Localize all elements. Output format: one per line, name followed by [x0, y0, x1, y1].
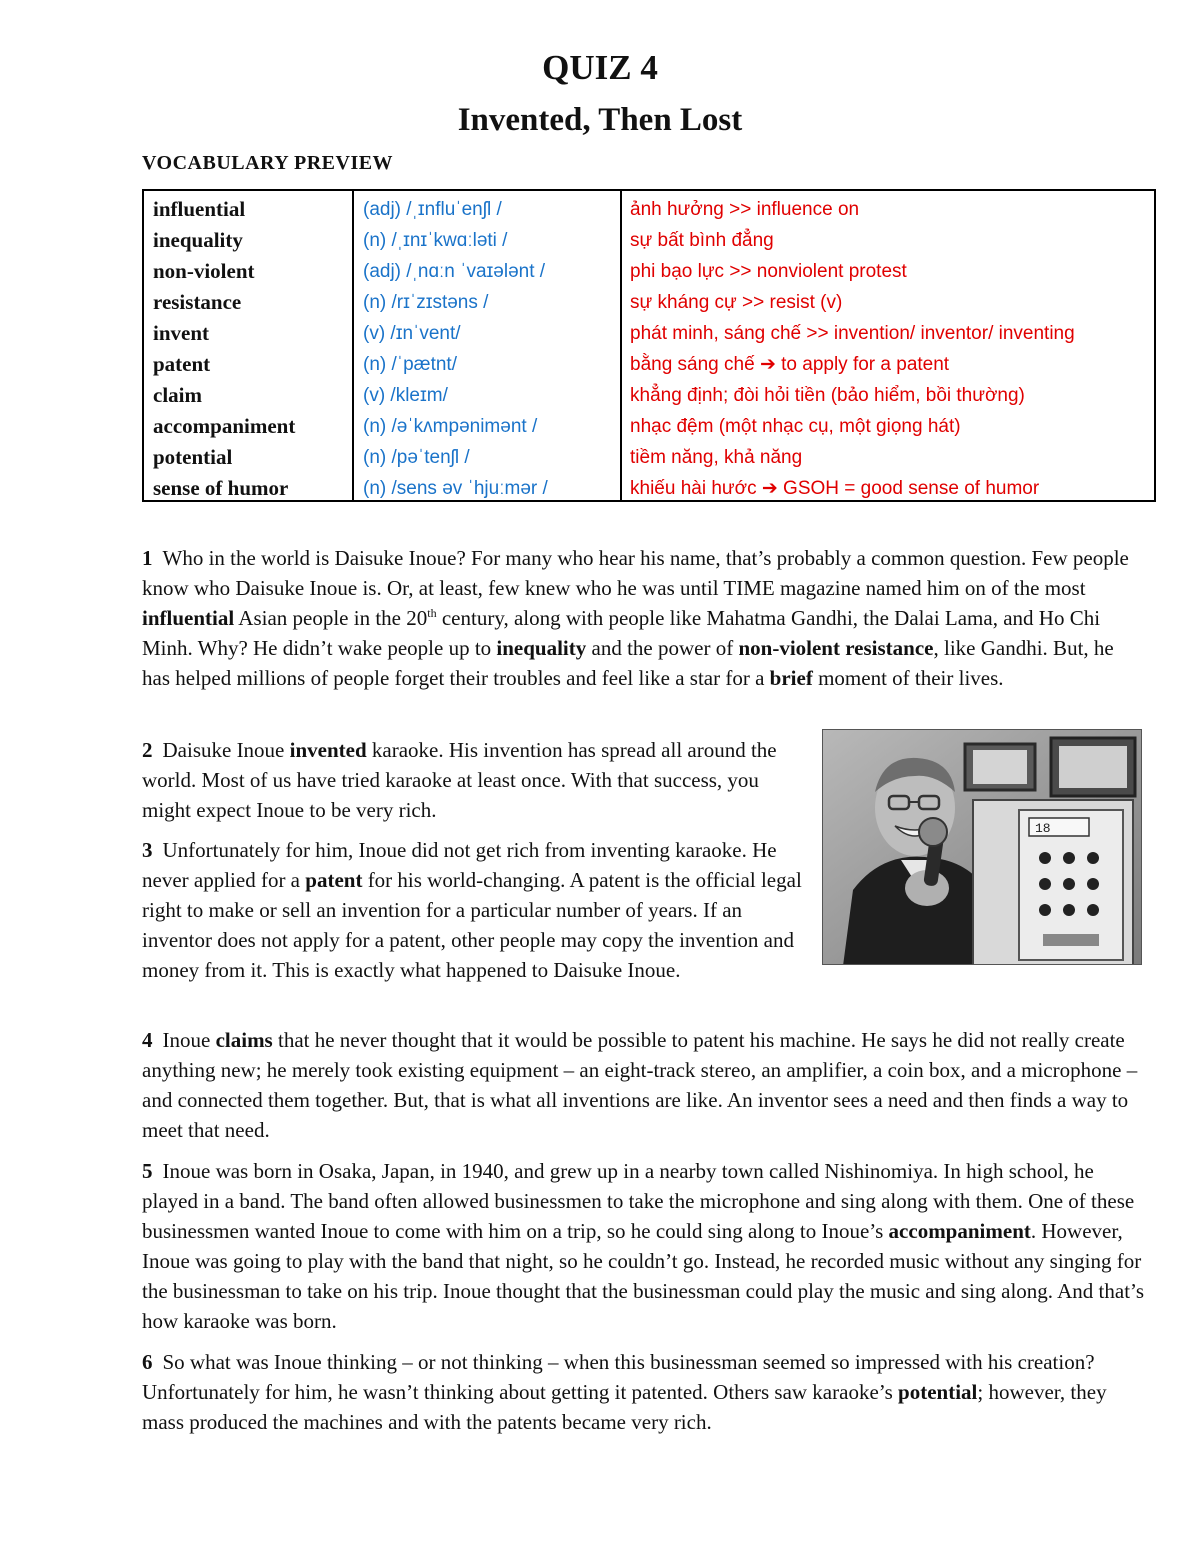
paragraph-number: 3	[142, 838, 153, 862]
vocab-word: influential	[153, 197, 246, 221]
vocab-highlight: brief	[769, 666, 813, 690]
inventor-photo	[822, 729, 1142, 965]
vocab-highlight: influential	[142, 606, 235, 630]
vocab-word: sense of humor	[153, 476, 289, 500]
paragraph-text: So what was Inoue thinking – or not thinking – when this businessman seemed so impressed with his creation? Unfortunately for him, he wasn’t thinking about getting it patented. Others saw karaoke’s	[142, 1350, 1095, 1404]
vocab-ipa: (n) /pəˈtenʃl /	[363, 447, 470, 468]
vocab-word: invent	[153, 321, 210, 345]
vocab-meaning: sự kháng cự >> resist (v)	[630, 292, 843, 313]
vocab-highlight: potential	[898, 1380, 978, 1404]
vocab-ipa: (n) /rɪˈzɪstəns /	[363, 292, 489, 313]
vocab-highlight: patent	[305, 868, 363, 892]
vocab-ipa: (n) /ˌɪnɪˈkwɑːləti /	[363, 230, 508, 251]
paragraph-text: karaoke. His invention has spread all around the world. Most of us have tried karaoke at least once. With that success, you might expect Inoue to be very rich.	[142, 738, 777, 822]
paragraph-text: Who in the world is Daisuke Inoue? For many who hear his name, that’s probably a common question. Few people know who Daisuke Inoue is. Or, at least, few knew who he was until TIME magazine named him on of the most	[142, 546, 1129, 600]
paragraph-text: century, along with people like Mahatma Gandhi, the Dalai Lama, and Ho Chi Minh. Why? He didn’t wake people up to	[142, 606, 1101, 660]
vocabulary-table	[142, 189, 1156, 502]
paragraph-number: 5	[142, 1159, 153, 1183]
paragraph-text: moment of their lives.	[812, 666, 1004, 690]
vocab-word: non-violent	[153, 259, 255, 283]
machine-counter-display: 18	[1035, 821, 1051, 836]
paragraph-1	[142, 543, 1142, 693]
paragraph-text: that he never thought that it would be possible to patent his machine. He says he did not really create anything new; he merely took existing equipment – an eight-track stereo, an amplifier, a coin box, and a microphone – and connected them together. But, that is what all inventions are like. An inventor sees a need and then finds a way to meet that need.	[142, 1028, 1138, 1142]
vocab-ipa: (v) /ɪnˈvent/	[363, 323, 461, 344]
vocab-meaning: phi bạo lực >> nonviolent protest	[630, 261, 907, 282]
paragraph-text: Inoue was born in Osaka, Japan, in 1940, and grew up in a nearby town called Nishinomiya. In high school, he played in a band. The band often allowed businessmen to take the microphone and sing along with them. One of these businessmen wanted Inoue to come with him on a trip, so he could sing along to Inoue’s	[142, 1159, 1135, 1243]
vocab-ipa: (adj) /ˌnɑːn ˈvaɪələnt /	[363, 261, 546, 282]
vocab-meaning: ảnh hưởng >> influence on	[630, 199, 860, 220]
vocab-ipa: (n) /ˈpætnt/	[363, 354, 457, 375]
vocab-meaning: bằng sáng chế ➔ to apply for a patent	[630, 354, 950, 375]
vocab-meaning: khẳng định; đòi hỏi tiền (bảo hiểm, bồi thường)	[630, 385, 1025, 406]
vocab-meaning: tiềm năng, khả năng	[630, 447, 803, 468]
paragraph-2	[142, 735, 792, 825]
paragraph-text: Asian people in the 20	[234, 606, 428, 630]
vocab-word-column	[144, 191, 352, 500]
paragraph-text: Daisuke Inoue	[162, 738, 290, 762]
vocab-ipa: (n) /sens əv ˈhjuːmər /	[363, 478, 548, 499]
vocab-highlight: non-violent resistance	[738, 636, 934, 660]
vocab-ipa-column	[352, 191, 620, 500]
paragraph-text: for his world-changing. A patent is the official legal right to make or sell an invention for a particular number of years. If an inventor does not apply for a patent, other people may copy the invention and money from it. This is exactly what happened to Daisuke Inoue.	[142, 868, 802, 982]
paragraph-number: 6	[142, 1350, 153, 1374]
vocab-meaning-column	[620, 191, 1154, 500]
vocab-meaning: khiếu hài hước ➔ GSOH = good sense of humor	[630, 478, 1040, 499]
vocab-word: potential	[153, 445, 233, 469]
vocab-ipa: (n) /əˈkʌmpənimənt /	[363, 416, 538, 437]
vocab-highlight: claims	[215, 1028, 273, 1052]
quiz-title: QUIZ 4	[542, 48, 658, 87]
paragraph-text: Inoue	[162, 1028, 216, 1052]
paragraph-6	[142, 1347, 1142, 1437]
vocab-highlight: inequality	[496, 636, 587, 660]
superscript: th	[427, 606, 437, 620]
paragraph-number: 2	[142, 738, 153, 762]
paragraph-text: , like Gandhi. But, he has helped millions of people forget their troubles and feel like a star for a	[142, 636, 1114, 690]
paragraph-text: Unfortunately for him, Inoue did not get rich from inventing karaoke. He never applied for a	[142, 838, 777, 892]
paragraph-text: and the power of	[586, 636, 739, 660]
vocab-meaning: nhạc đệm (một nhạc cụ, một giọng hát)	[630, 416, 961, 437]
paragraph-number: 4	[142, 1028, 153, 1052]
karaoke-inventor-illustration	[823, 730, 1142, 965]
vocab-word: resistance	[153, 290, 242, 314]
vocab-highlight: invented	[289, 738, 367, 762]
paragraph-number: 1	[142, 546, 153, 570]
vocab-ipa: (adj) /ˌɪnfluˈenʃl /	[363, 199, 502, 220]
vocab-word: patent	[153, 352, 211, 376]
vocab-word: accompaniment	[153, 414, 296, 438]
paragraph-4	[142, 1025, 1157, 1145]
paragraph-text: . However, Inoue was going to play with the band that night, so he couldn’t go. Instead, he recorded music without any singing for the businessman to take on his trip. Inoue thought that the businessman could play the music and sing along. And that’s how karaoke was born.	[142, 1219, 1145, 1333]
article-title: Invented, Then Lost	[457, 102, 743, 138]
paragraph-5	[142, 1156, 1147, 1336]
vocab-word: inequality	[153, 228, 243, 252]
vocab-ipa: (v) /kleɪm/	[363, 385, 448, 406]
vocab-meaning: phát minh, sáng chế >> invention/ inventor/ inventing	[630, 323, 1075, 344]
vocab-meaning: sự bất bình đẳng	[630, 230, 774, 251]
vocab-highlight: accompaniment	[888, 1219, 1031, 1243]
vocabulary-heading: VOCABULARY PREVIEW	[142, 152, 394, 174]
paragraph-3	[142, 835, 807, 985]
vocab-word: claim	[153, 383, 202, 407]
paragraph-text: ; however, they mass produced the machines and with the patents became very rich.	[142, 1380, 1107, 1434]
